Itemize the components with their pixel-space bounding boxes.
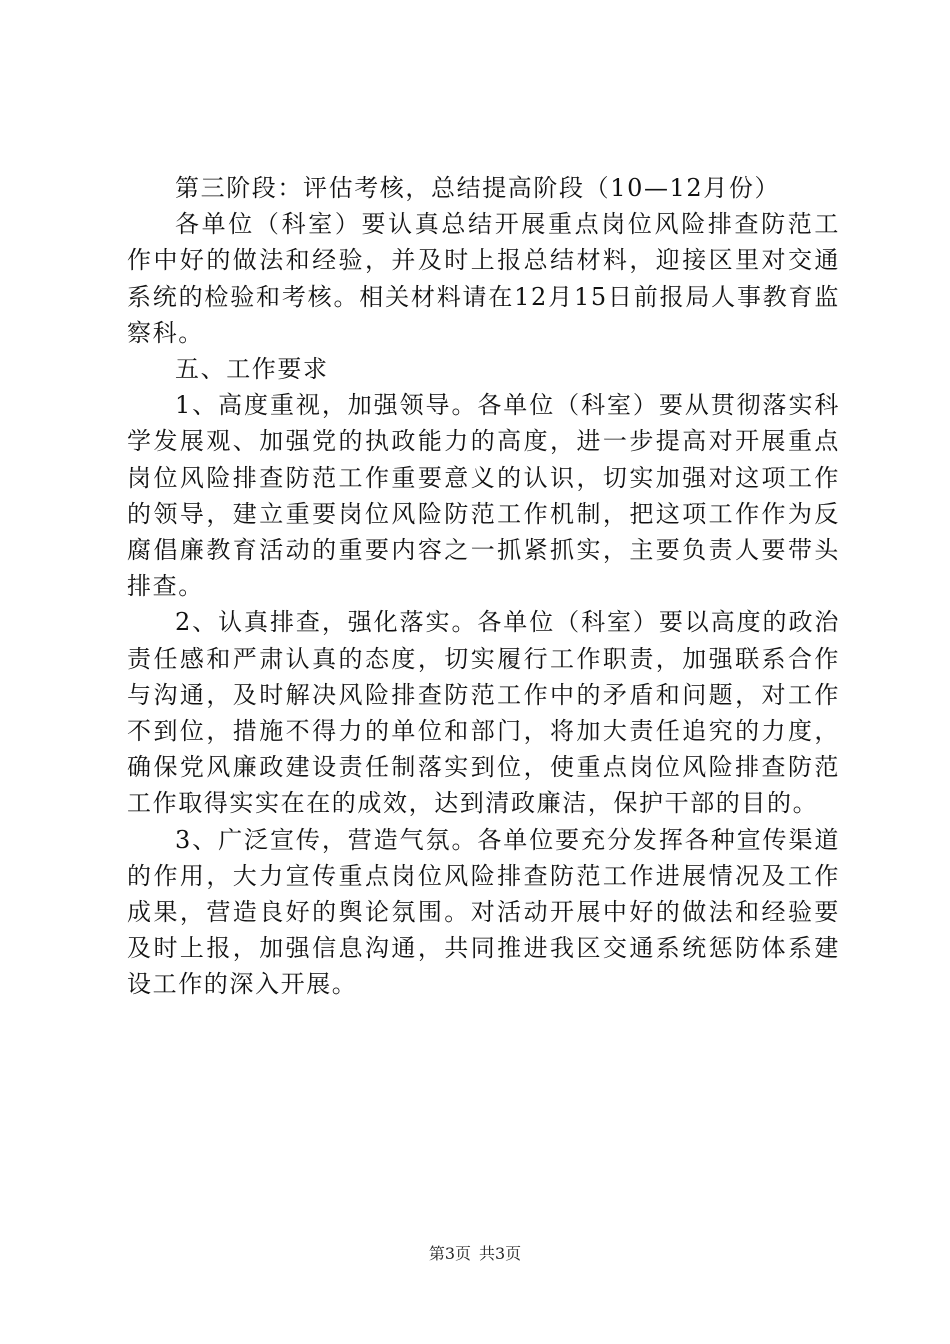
stage-three-paragraph: 各单位（科室）要认真总结开展重点岗位风险排查防范工作中好的做法和经验，并及时上报总结材料，迎接区里对交通系统的检验和考核。相关材料请在12月15日前报局人事教育监察科。	[127, 210, 840, 347]
requirement-item-2: 2、认真排查，强化落实。各单位（科室）要以高度的政治责任感和严肃认真的态度，切实履行工作职责，加强联系合作与沟通，及时解决风险排查防范工作中的矛盾和问题，对工作不到位，措施不得力的单位和部门，将加大责任追究的力度，确保党风廉政建设责任制落实到位，使重点岗位风险排查防范工作取得实实在在的成效，达到清政廉洁，保护干部的目的。	[127, 608, 840, 818]
stage-three-heading: 第三阶段：评估考核，总结提高阶段（10—12月份）	[175, 174, 781, 202]
page-total: 共3页	[479, 1244, 522, 1263]
page-number: 第3页	[428, 1244, 471, 1263]
requirement-item-3: 3、广泛宣传，营造气氛。各单位要充分发挥各种宣传渠道的作用，大力宣传重点岗位风险排查防范工作进展情况及工作成果，营造良好的舆论氛围。对活动开展中好的做法和经验要及时上报，加强信息沟通，共同推进我区交通系统惩防体系建设工作的深入开展。	[127, 825, 840, 999]
document-body	[127, 170, 840, 1003]
page-footer	[0, 1244, 950, 1264]
requirement-item-1: 1、高度重视，加强领导。各单位（科室）要从贯彻落实科学发展观、加强党的执政能力的高度，进一步提高对开展重点岗位风险排查防范工作重要意义的认识，切实加强对这项工作的领导，建立重要岗位风险防范工作机制，把这项工作作为反腐倡廉教育活动的重要内容之一抓紧抓实，主要负责人要带头排查。	[127, 391, 840, 601]
section-heading-requirements: 五、工作要求	[175, 355, 329, 384]
